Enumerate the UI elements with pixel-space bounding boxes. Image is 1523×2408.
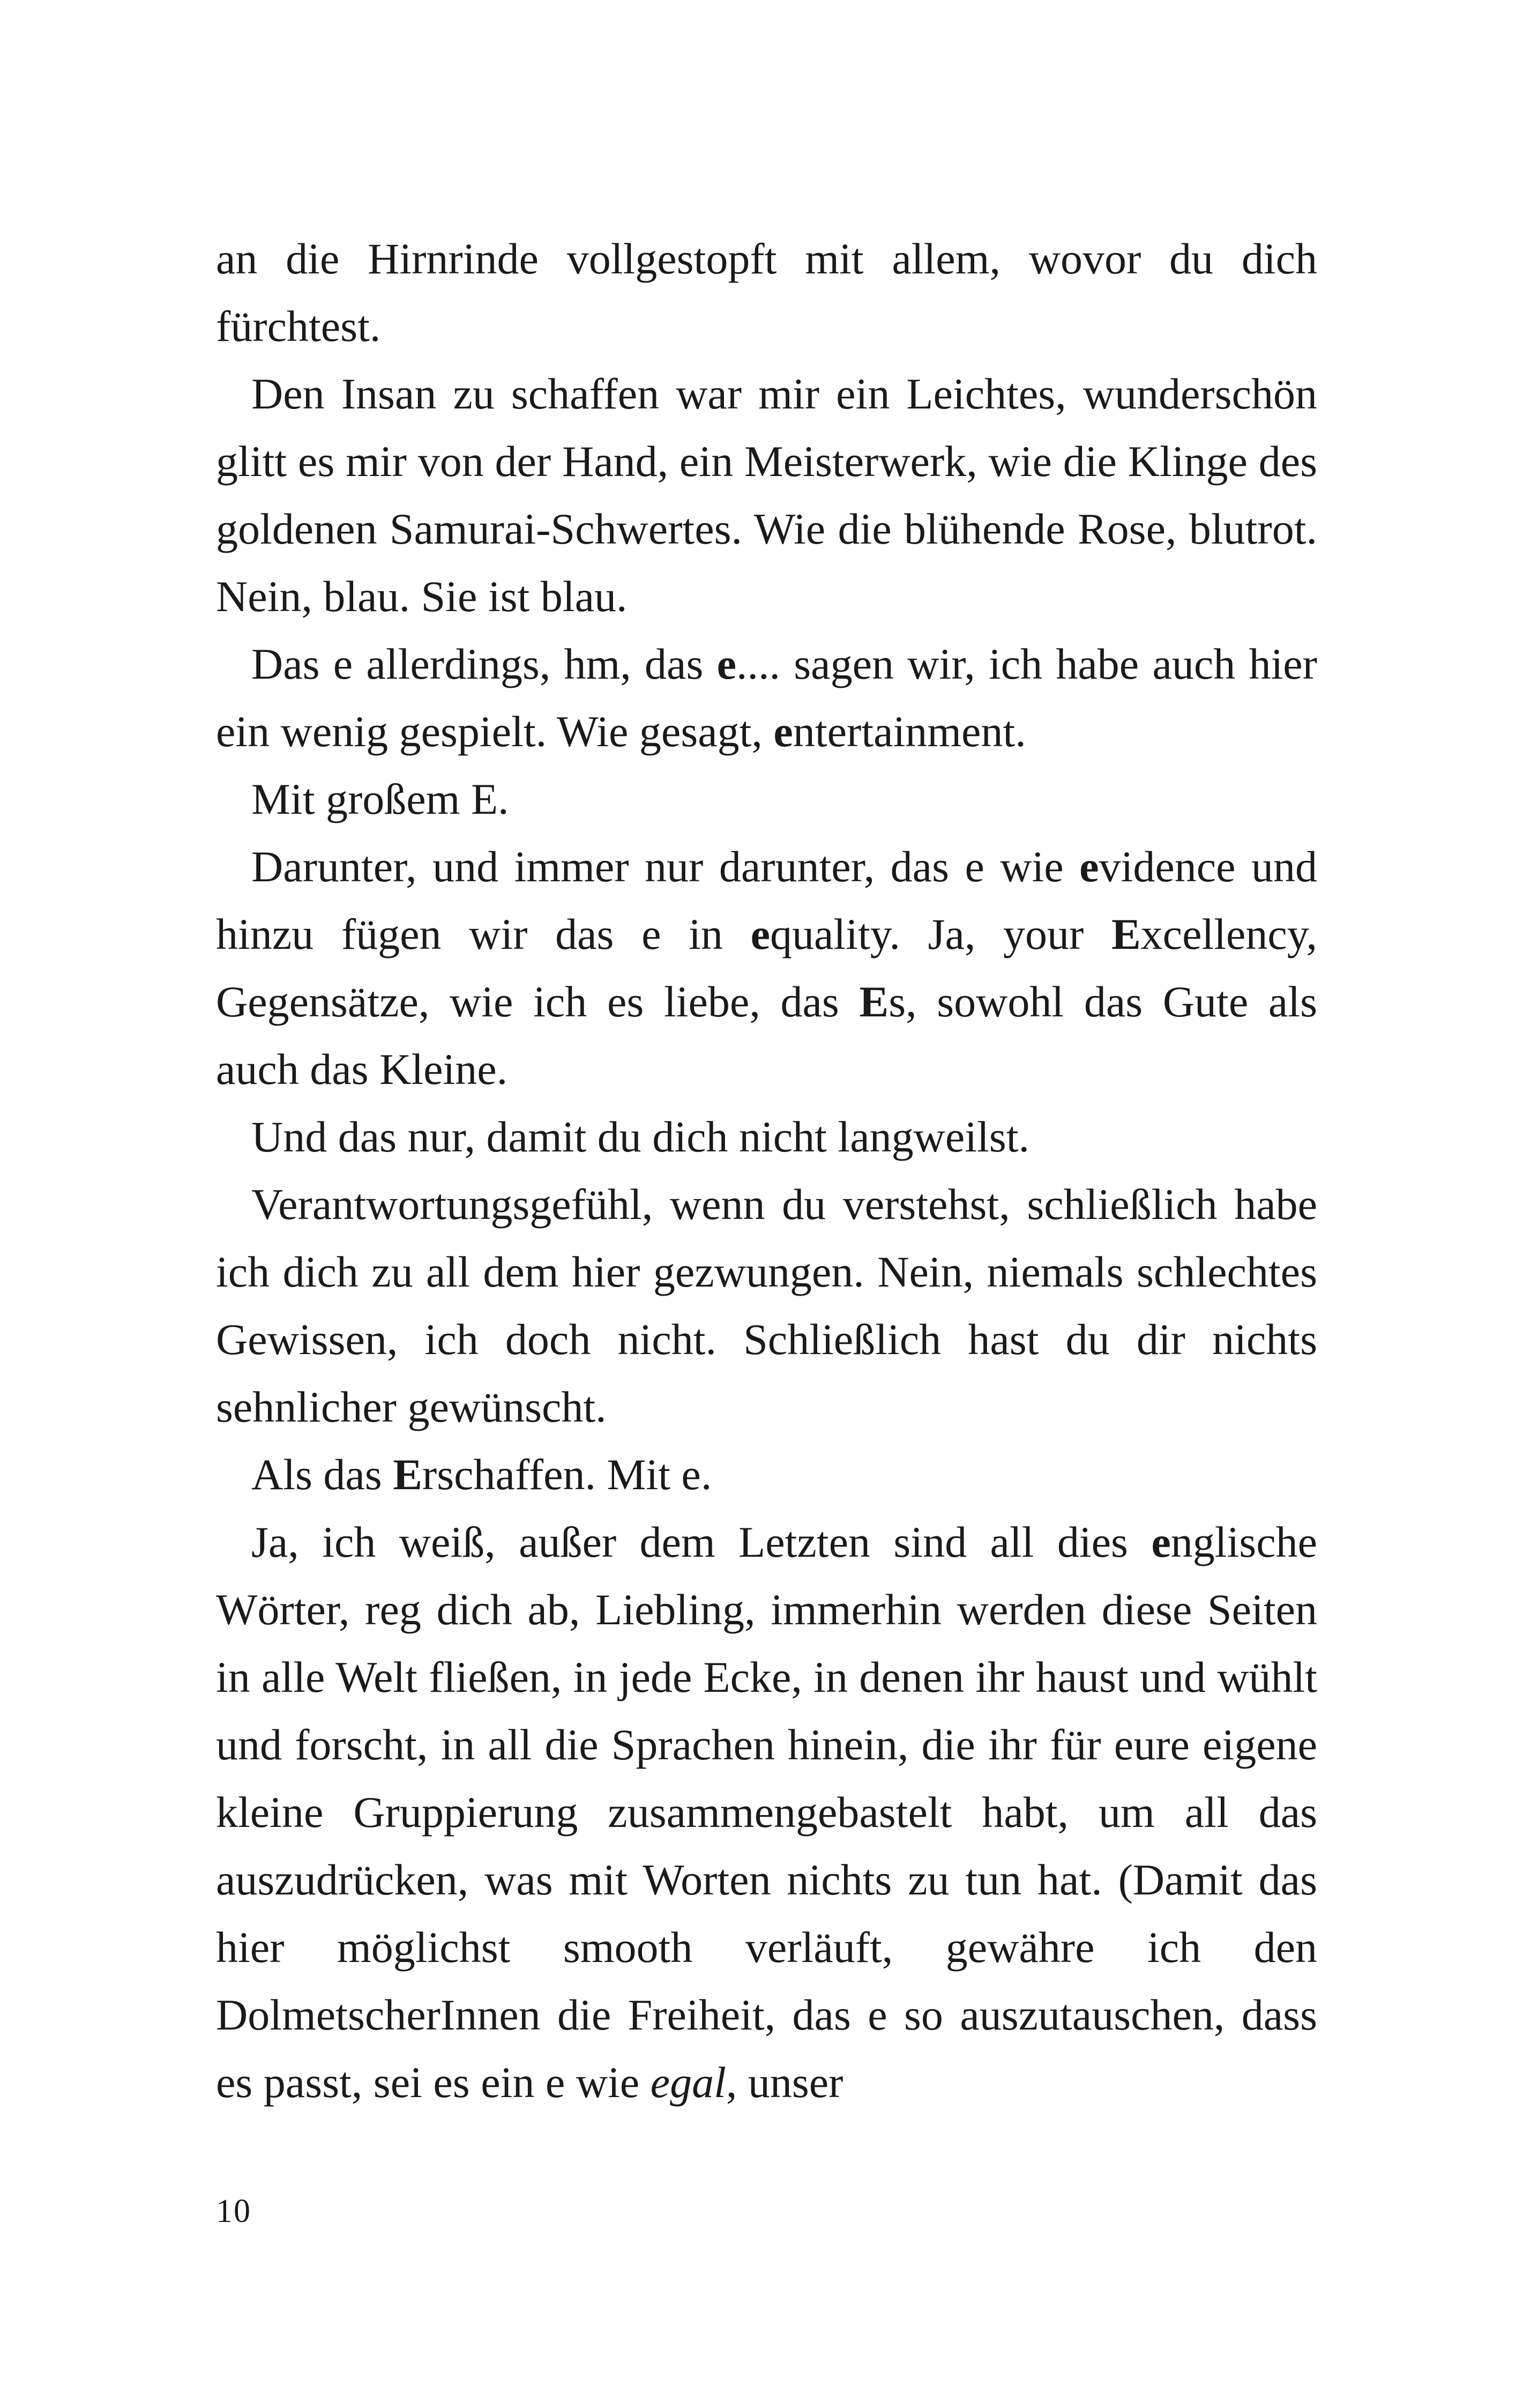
paragraph: [216, 833, 1317, 1103]
text-run: .... sagen wir, ich habe auch hier ein wenig gespielt. Wie gesagt,: [216, 640, 1317, 756]
emphasized-letter: E: [393, 1450, 422, 1499]
text-run: , unser: [726, 2058, 843, 2107]
text-run: vidence und hinzu fügen wir das e in: [216, 842, 1318, 958]
text-run: Das e allerdings, hm, das: [251, 640, 717, 688]
page-number: 10: [216, 2193, 251, 2229]
text-run: rschaffen. Mit e.: [422, 1450, 712, 1499]
italic-word: egal: [650, 2058, 726, 2107]
emphasized-letter: E: [1111, 910, 1141, 958]
emphasized-letter: e: [773, 707, 793, 756]
text-run: an die Hirnrinde vollgestopft mit allem, wovor du dich fürchtest.: [216, 234, 1317, 351]
paragraph: [216, 1171, 1317, 1441]
text-run: Den Insan zu schaffen war mir ein Leichtes, wunderschön glitt es mir von der Hand, ein Meisterwerk, wie die Klinge des goldenen Samurai-Schwertes. Wie die blühende Rose, blutrot. Nein, blau. Sie ist blau.: [216, 369, 1317, 621]
text-run: s, sowohl das Gute als auch das Kleine.: [216, 977, 1317, 1094]
text-run: Mit großem E.: [251, 775, 509, 823]
paragraph: [216, 630, 1317, 765]
text-run: Verantwortungsgefühl, wenn du verstehst, schließlich habe ich dich zu all dem hier gezwungen. Nein, niemals schlechtes Gewissen, ich doch nicht. Schließlich hast du dir nichts sehnlicher gewünscht.: [216, 1180, 1317, 1431]
emphasized-letter: e: [716, 640, 737, 688]
paragraph: [216, 360, 1317, 630]
paragraph: [216, 225, 1317, 360]
emphasized-letter: e: [750, 910, 770, 958]
paragraph: [216, 1103, 1317, 1171]
body-text: [216, 225, 1317, 2116]
text-run: Als das: [251, 1450, 393, 1499]
paragraph: [216, 1508, 1317, 2116]
text-run: Darunter, und immer nur darunter, das e wie: [251, 842, 1080, 891]
text-run: nglische Wörter, reg dich ab, Liebling, immerhin werden diese Seiten in alle Welt fließen, in jede Ecke, in denen ihr haust und wühlt und forscht, in all die Sprachen hinein, die ihr für eure eigene kleine Gruppierung zusammengebastelt habt, um all das auszudrücken, was mit Worten nichts zu tun hat. (Damit das hier möglichst smooth verläuft, gewähre ich den DolmetscherInnen die Freiheit, das e so auszutauschen, dass es passt, sei es ein e wie: [216, 1518, 1317, 2107]
text-run: xcellency, Gegensätze, wie ich es liebe, das: [216, 910, 1317, 1026]
emphasized-letter: E: [859, 977, 889, 1026]
emphasized-letter: e: [1151, 1518, 1171, 1566]
paragraph: [216, 1441, 1317, 1508]
emphasized-letter: e: [1079, 842, 1099, 891]
text-run: Ja, ich weiß, außer dem Letzten sind all dies: [251, 1518, 1152, 1566]
text-run: Und das nur, damit du dich nicht langweilst.: [251, 1112, 1029, 1161]
text-run: ntertainment.: [793, 707, 1026, 756]
paragraph: [216, 765, 1317, 833]
text-run: quality. Ja, your: [770, 910, 1111, 958]
